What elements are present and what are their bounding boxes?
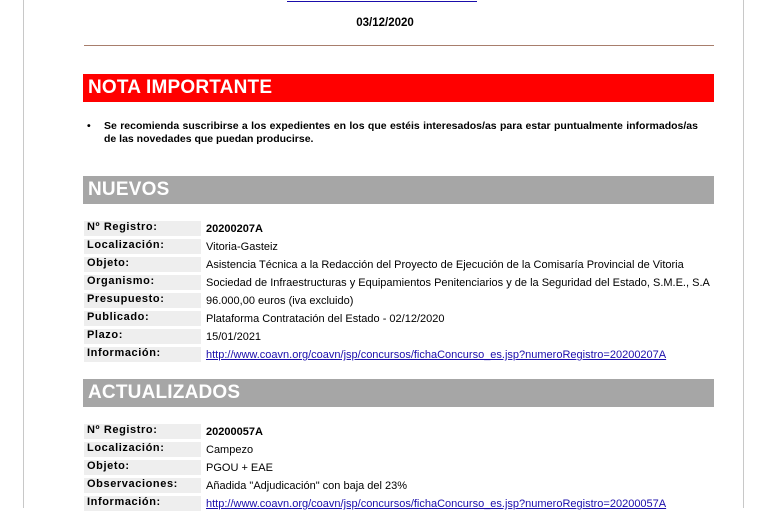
informacion-label: Información: (84, 347, 201, 362)
actualizados-record (84, 424, 714, 514)
nota-importante-banner: NOTA IMPORTANTE (83, 74, 714, 102)
record-row-registro (84, 424, 714, 439)
record-row-localizacion (84, 442, 714, 457)
plazo-value: 15/01/2021 (206, 331, 262, 343)
bullet-marker: • (87, 120, 91, 132)
registro-label: Nº Registro: (84, 221, 201, 236)
registro-value: 20200057A (206, 426, 263, 438)
informacion-label: Información: (84, 496, 201, 511)
publicado-label: Publicado: (84, 311, 201, 326)
nuevos-banner: NUEVOS (83, 176, 714, 204)
informacion-value (201, 496, 714, 511)
organismo-value: Sociedad de Infraestructuras y Equipamientos Penitenciarios y de la Seguridad del Estado, S.M.E., S.A (206, 277, 710, 289)
record-row-organismo (84, 275, 714, 290)
objeto-label: Objeto: (84, 257, 201, 272)
objeto-value: Asistencia Técnica a la Redacción del Proyecto de Ejecución de la Comisaría Provincial de Vitoria (206, 259, 684, 271)
top-link-fragment[interactable] (287, 0, 477, 2)
publicado-value: Plataforma Contratación del Estado - 02/12/2020 (206, 313, 445, 325)
localizacion-value: Campezo (206, 444, 254, 456)
record-row-registro (84, 221, 714, 236)
nota-importante-list (87, 120, 698, 146)
localizacion-label: Localización: (84, 442, 201, 457)
record-row-objeto (84, 460, 714, 475)
localizacion-label: Localización: (84, 239, 201, 254)
informacion-value (201, 347, 714, 362)
bulletin-date: 03/12/2020 (356, 17, 414, 29)
localizacion-value: Vitoria-Gasteiz (206, 241, 278, 253)
record-row-informacion (84, 347, 714, 362)
record-row-publicado (84, 311, 714, 326)
presupuesto-value: 96.000,00 euros (iva excluido) (206, 295, 354, 307)
registro-value: 20200207A (206, 223, 263, 235)
record-row-presupuesto (84, 293, 714, 308)
record-row-informacion (84, 496, 714, 511)
nota-importante-text: Se recomienda suscribirse a los expedientes en los que estéis interesados/as para estar puntualmente informados/as de las novedades que puedan producirse. (104, 120, 698, 145)
objeto-value: PGOU + EAE (206, 462, 273, 474)
observaciones-value: Añadida "Adjudicación" con baja del 23% (206, 480, 408, 492)
nuevos-record (84, 221, 714, 365)
record-row-plazo (84, 329, 714, 344)
observaciones-label: Observaciones: (84, 478, 201, 493)
record-row-objeto (84, 257, 714, 272)
objeto-label: Objeto: (84, 460, 201, 475)
informacion-link[interactable]: http://www.coavn.org/coavn/jsp/concursos/fichaConcurso_es.jsp?numeroRegistro=20200207A (206, 349, 667, 361)
informacion-link[interactable]: http://www.coavn.org/coavn/jsp/concursos/fichaConcurso_es.jsp?numeroRegistro=20200057A (206, 498, 667, 510)
presupuesto-label: Presupuesto: (84, 293, 201, 308)
header-divider (84, 45, 714, 46)
plazo-label: Plazo: (84, 329, 201, 344)
registro-label: Nº Registro: (84, 424, 201, 439)
record-row-localizacion (84, 239, 714, 254)
record-row-observaciones (84, 478, 714, 493)
actualizados-banner: ACTUALIZADOS (83, 379, 714, 407)
organismo-label: Organismo: (84, 275, 201, 290)
